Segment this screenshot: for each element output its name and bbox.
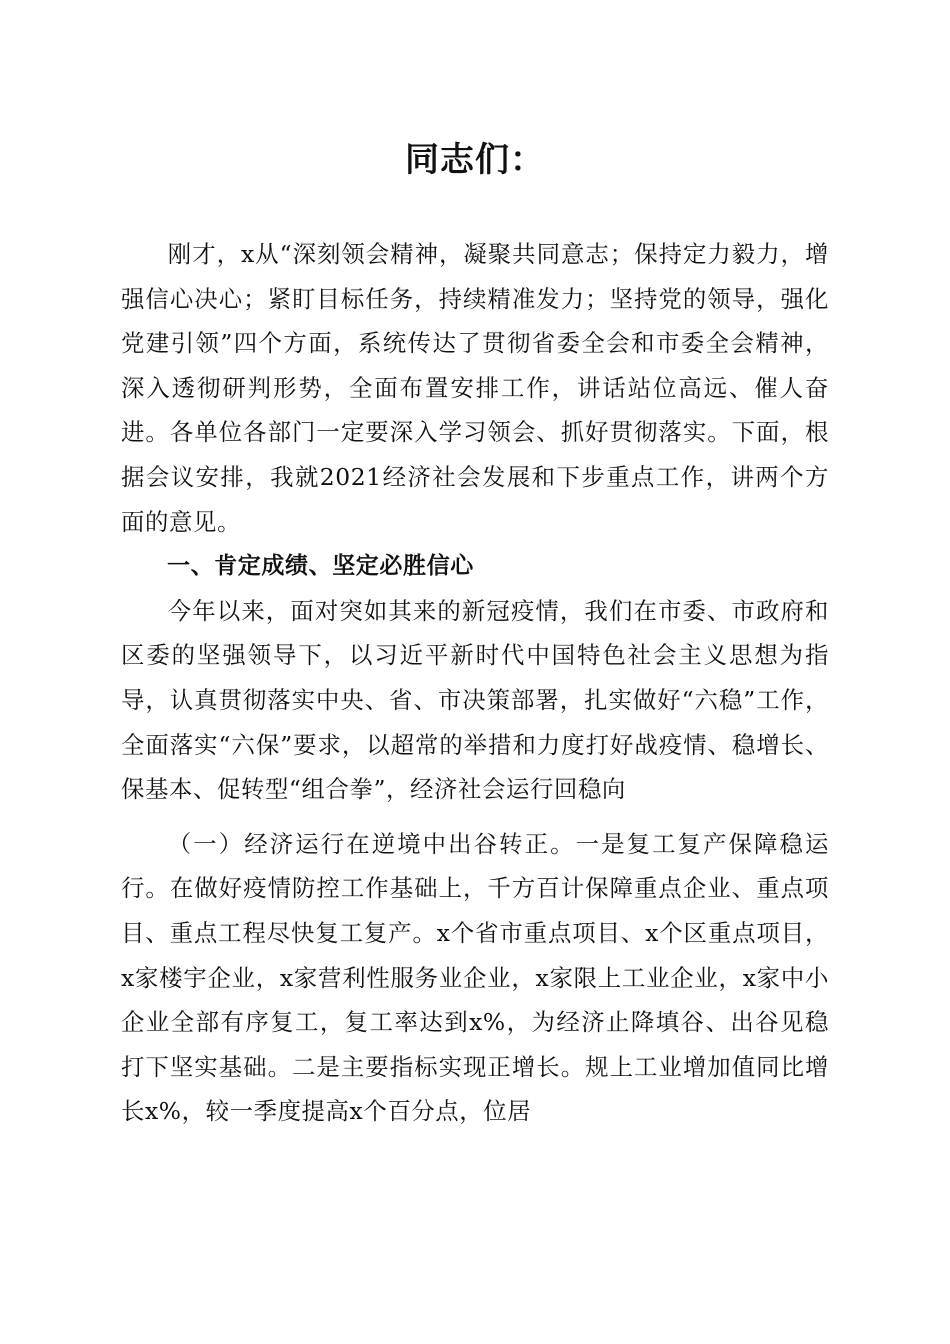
section-heading: 一、肯定成绩、坚定必胜信心 xyxy=(167,553,474,580)
subsection-text: 一是复工复产保障稳运行。在做好疫情防控工作基础上，千方百计保障重点企业、重点项目、重点工程尽快复工复产。x个省市重点项目、x个区重点项目，x家楼宇企业，x家营利性服务业企业，x家限上工业企业，x家中小企业全部有序复工，复工率达到x%，为经济止降填谷、出谷见稳打下坚实基础。二是主要指标实现正增长。规上工业增加值同比增长x%，较一季度提高x个百分点，位居 xyxy=(121,829,829,1126)
document-body xyxy=(121,232,829,1134)
page-title: 同志们： xyxy=(405,140,545,180)
intro-paragraph: 刚才，x从“深刻领会精神，凝聚共同意志；保持定力毅力，增强信心决心；紧盯目标任务，持续精准发力；坚持党的领导，强化党建引领”四个方面，系统传达了贯彻省委全会和市委全会精神，深入透彻研判形势，全面布置安排工作，讲话站位高远、催人奋进。各单位各部门一定要深入学习领会、抓好贯彻落实。下面，根据会议安排，我就2021经济社会发展和下步重点工作，讲两个方面的意见。 xyxy=(121,240,829,536)
section-paragraph: 今年以来，面对突如其来的新冠疫情，我们在市委、市政府和区委的坚强领导下，以习近平新时代中国特色社会主义思想为指导，认真贯彻落实中央、省、市决策部署，扎实做好“六稳”工作，全面落实“六保”要求，以超常的举措和力度打好战疫情、稳增长、保基本、促转型“组合拳”，经济社会运行回稳向 xyxy=(121,596,829,804)
subsection-heading: （一）经济运行在逆境中出谷转正。 xyxy=(167,829,576,858)
paragraph-gap xyxy=(121,812,829,822)
subsection-paragraph xyxy=(121,822,829,1134)
